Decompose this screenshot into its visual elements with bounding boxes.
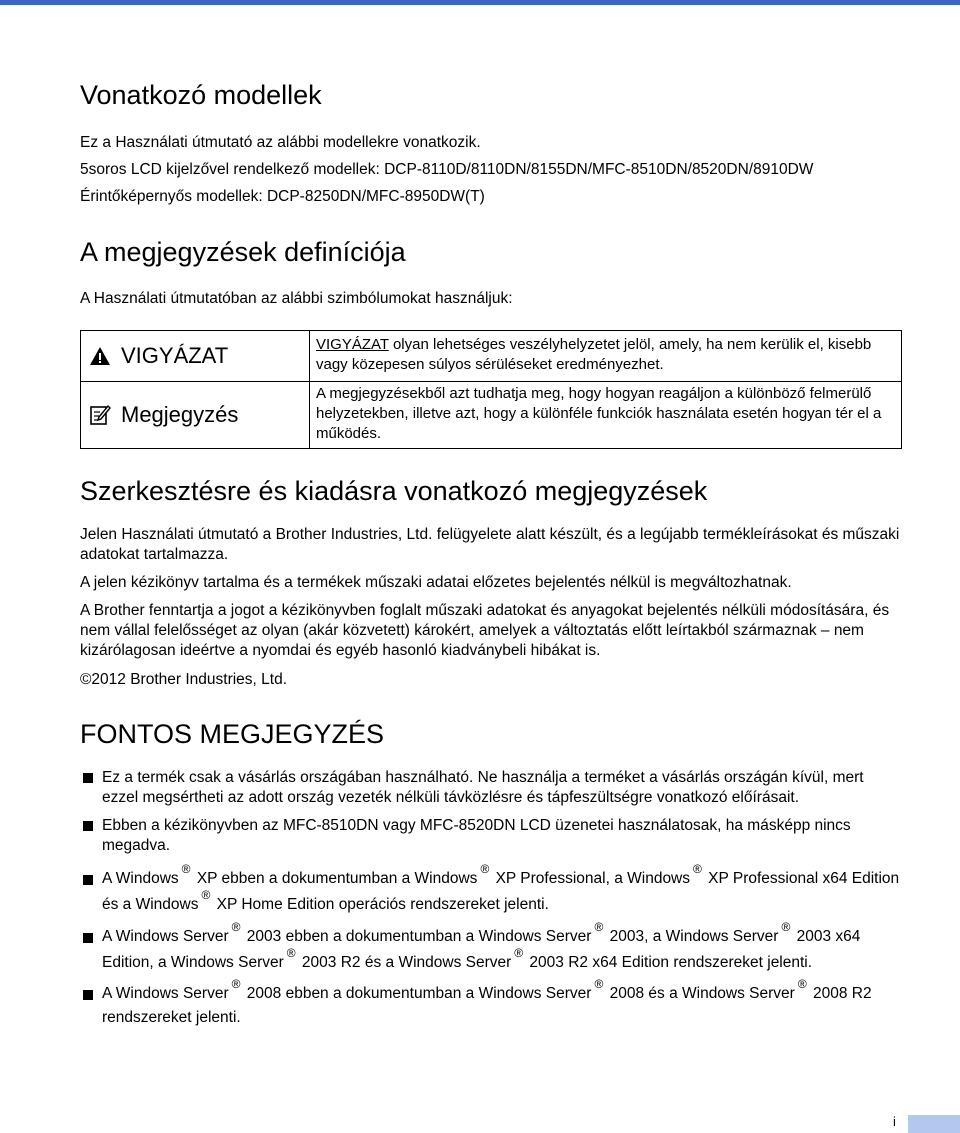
symbols-table xyxy=(80,330,902,449)
registered-mark: ® xyxy=(181,862,191,876)
list-item xyxy=(80,862,902,918)
caution-text: olyan lehetséges veszélyhelyzetet jelöl, amely, ha nem kerülik el, kisebb vagy közepesen súlyos sérüléseket eredményezhet. xyxy=(316,336,872,373)
models-intro: Ez a Használati útmutató az alábbi modellekre vonatkozik. xyxy=(80,134,481,151)
registered-mark: ® xyxy=(286,946,296,960)
registered-mark: ® xyxy=(231,920,241,934)
list-item-text: 2008 R2 rendszereket jelenti. xyxy=(102,985,872,1026)
models-lcd-line: 5soros LCD kijelzővel rendelkező modellek: DCP-8110D/8110DN/8155DN/MFC-8510DN/8520DN/8910DW xyxy=(80,161,814,178)
caution-label: VIGYÁZAT xyxy=(121,343,229,368)
heading-notes-definition: A megjegyzések definíciója xyxy=(80,237,406,267)
editorial-paragraph-2: A jelen kézikönyv tartalma és a termékek műszaki adatai előzetes bejelentés nélkül is megváltozhatnak. xyxy=(80,574,792,591)
list-item-text: 2003 x64 Edition, a Windows Server xyxy=(102,928,861,971)
bullet-square-icon xyxy=(83,821,93,831)
registered-mark: ® xyxy=(594,920,604,934)
list-item-text: Ez a termék csak a vásárlás országában használható. Ne használja a terméket a vásárlás országán kívül, mert ezzel megsértheti az adott ország vezeték nélküli távközlésre és tápfeszültségre vonatkozó előírásait. xyxy=(102,769,864,806)
copyright: ©2012 Brother Industries, Ltd. xyxy=(80,671,288,688)
editorial-paragraph-1: Jelen Használati útmutató a Brother Industries, Ltd. felügyelete alatt készült, és a legújabb termékleírásokat és műszaki adatokat tartalmazza. xyxy=(80,526,900,563)
list-item-text: XP ebben a dokumentumban a Windows xyxy=(192,870,478,887)
bullet-square-icon xyxy=(83,933,93,943)
list-item-text: A Windows xyxy=(102,870,179,887)
list-item xyxy=(80,977,902,1030)
list-item xyxy=(80,816,902,856)
list-item-text: Ebben a kézikönyvben az MFC-8510DN vagy MFC-8520DN LCD üzenetei használatosak, ha másképp nincs megadva. xyxy=(102,817,851,854)
bullet-square-icon xyxy=(83,875,93,885)
registered-mark: ® xyxy=(231,977,241,991)
list-item-text: 2003, a Windows Server xyxy=(605,928,779,945)
heading-important-notice: FONTOS MEGJEGYZÉS xyxy=(80,719,385,749)
registered-mark: ® xyxy=(693,862,702,876)
registered-mark: ® xyxy=(797,977,807,991)
note-description: A megjegyzésekből azt tudhatja meg, hogy hogyan reagáljon a különböző felmerülő helyzetekben, illetve azt, hogy a különféle funkciók használata esetén hogyan tér el a működés. xyxy=(310,382,902,449)
note-pencil-icon xyxy=(89,404,111,426)
registered-mark: ® xyxy=(594,977,604,991)
heading-models: Vonatkozó modellek xyxy=(80,80,322,110)
editorial-paragraph-3: A Brother fenntartja a jogot a kézikönyvben foglalt műszaki adatokat és anyagokat bejelentés nélküli módosítására, és nem vállal felelősséget az olyan (akár közvetett) károkért, amelyek a változtatás előtt leírtakból származnak – nem kizárólagosan ideértve a nyomdai és egyéb hasonló kiadványbeli hibákat is. xyxy=(80,602,890,659)
list-item-text: A Windows Server xyxy=(102,928,229,945)
list-item-text: 2003 R2 x64 Edition rendszereket jelenti. xyxy=(525,954,813,971)
symbol-row-caution xyxy=(81,331,902,382)
bullet-square-icon xyxy=(83,773,93,783)
heading-editorial: Szerkesztésre és kiadásra vonatkozó megjegyzések xyxy=(80,476,708,506)
registered-mark: ® xyxy=(781,920,791,934)
page-number: i xyxy=(893,1114,896,1129)
list-item-text: XP Professional, a Windows xyxy=(491,870,691,887)
symbol-row-note xyxy=(81,382,902,449)
list-item-text: XP Professional x64 Edition és a Windows xyxy=(102,870,900,913)
caution-label-cell xyxy=(81,331,310,382)
models-touchscreen-line: Érintőképernyős modellek: DCP-8250DN/MFC-8950DW(T) xyxy=(80,188,485,205)
list-item-text: A Windows Server xyxy=(102,985,229,1002)
list-item-text: 2003 ebben a dokumentumban a Windows Server xyxy=(242,928,592,945)
page-number-tab xyxy=(908,1115,960,1133)
list-item-text: 2008 és a Windows Server xyxy=(605,985,795,1002)
caution-description xyxy=(310,331,902,382)
note-label: Megjegyzés xyxy=(121,402,239,427)
registered-mark: ® xyxy=(514,946,524,960)
list-item xyxy=(80,920,902,976)
registered-mark: ® xyxy=(201,888,211,902)
list-item xyxy=(80,768,902,808)
bullet-square-icon xyxy=(83,990,93,1000)
note-label-cell xyxy=(81,382,310,449)
list-item-text: XP Home Edition operációs rendszereket jelenti. xyxy=(212,896,549,913)
caution-keyword: VIGYÁZAT xyxy=(316,336,389,353)
notice-list xyxy=(80,768,902,1030)
notes-intro: A Használati útmutatóban az alábbi szimbólumokat használjuk: xyxy=(80,290,513,307)
registered-mark: ® xyxy=(480,862,490,876)
list-item-text: 2008 ebben a dokumentumban a Windows Server xyxy=(242,985,592,1002)
warning-triangle-icon xyxy=(89,345,111,367)
list-item-text: 2003 R2 és a Windows Server xyxy=(297,954,512,971)
top-accent-bar xyxy=(0,0,960,5)
